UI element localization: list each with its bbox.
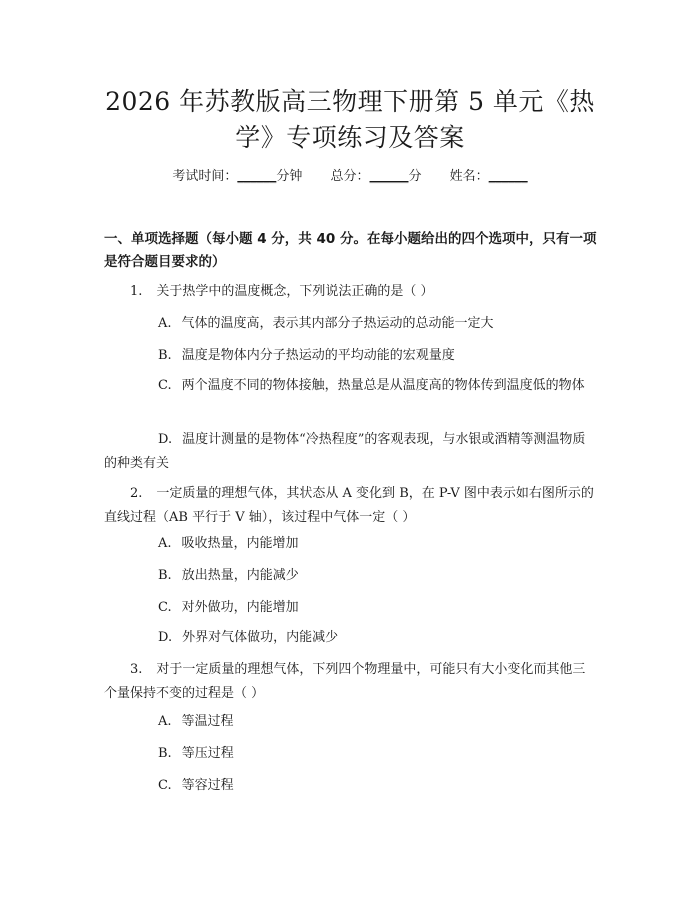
question-1-option-b bbox=[104, 344, 596, 368]
question-text: 关于热学中的温度概念，下列说法正确的是（ ） bbox=[156, 284, 434, 299]
option-text: 等容过程 bbox=[181, 778, 234, 793]
option-letter: C. bbox=[158, 778, 172, 793]
student-name-label: 姓名： bbox=[449, 169, 489, 184]
document-title-line-2: 学》专项练习及答案 bbox=[235, 123, 465, 152]
option-letter: B. bbox=[158, 746, 172, 761]
total-score-label: 总分： bbox=[330, 169, 370, 184]
option-text: 温度是物体内分子热运动的平均动能的宏观量度 bbox=[181, 348, 455, 363]
question-1-option-c bbox=[104, 374, 596, 398]
student-name-blank: ______ bbox=[488, 169, 528, 184]
question-3-stem bbox=[104, 658, 596, 706]
question-2-option-d bbox=[104, 626, 596, 650]
question-2-option-a bbox=[104, 532, 596, 556]
option-text: 外界对气体做功，内能减少 bbox=[182, 630, 339, 645]
option-letter: D. bbox=[158, 432, 173, 447]
question-2-stem bbox=[104, 482, 596, 530]
option-text: 等压过程 bbox=[181, 746, 234, 761]
question-text: 一定质量的理想气体，其状态从 A 变化到 B，在 P-V 图中表示如右图所示的直线过程（AB 平行于 V 轴），该过程中气体一定（ ） bbox=[104, 486, 594, 525]
option-text: 两个温度不同的物体接触，热量总是从温度高的物体传到温度低的物体 bbox=[181, 378, 585, 393]
option-text: 温度计测量的是物体“冷热程度”的客观表现，与水银或酒精等测温物质的种类有关 bbox=[104, 432, 586, 471]
total-score-field bbox=[330, 169, 421, 184]
question-number: 2. bbox=[130, 486, 143, 501]
question-2-option-c bbox=[104, 596, 596, 620]
question-text: 对于一定质量的理想气体，下列四个物理量中，可能只有大小变化而其他三个量保持不变的过程是（ ） bbox=[104, 662, 586, 701]
question-1-stem bbox=[104, 280, 596, 304]
option-text: 吸收热量，内能增加 bbox=[181, 536, 299, 551]
section-heading-single-choice: 一、单项选择题（每小题 4 分，共 40 分。在每小题给出的四个选项中，只有一项是符合题目要求的） bbox=[104, 231, 597, 270]
question-number: 1. bbox=[130, 284, 143, 299]
option-letter: A. bbox=[158, 316, 172, 331]
exam-time-field bbox=[172, 169, 302, 184]
student-name-field bbox=[450, 169, 528, 184]
exam-time-blank: ______ bbox=[237, 169, 277, 184]
question-3-option-b bbox=[104, 742, 596, 766]
total-score-unit: 分 bbox=[408, 169, 422, 184]
question-number: 3. bbox=[130, 662, 143, 677]
option-letter: C. bbox=[158, 378, 172, 393]
question-3-option-c bbox=[104, 774, 596, 798]
option-text: 放出热量，内能减少 bbox=[181, 568, 299, 583]
exam-info-bar bbox=[0, 168, 700, 186]
question-1-option-d bbox=[104, 428, 596, 476]
option-letter: A. bbox=[158, 536, 172, 551]
option-text: 等温过程 bbox=[181, 714, 234, 729]
option-letter: A. bbox=[158, 714, 172, 729]
question-2-option-b bbox=[104, 564, 596, 588]
exam-time-label: 考试时间： bbox=[172, 169, 238, 184]
option-letter: B. bbox=[158, 568, 172, 583]
option-letter: D. bbox=[158, 630, 173, 645]
total-score-blank: ______ bbox=[369, 169, 409, 184]
option-text: 对外做功，内能增加 bbox=[181, 600, 299, 615]
option-text: 气体的温度高，表示其内部分子热运动的总动能一定大 bbox=[181, 316, 494, 331]
document-title-line-1: 2026 年苏教版高三物理下册第 5 单元《热 bbox=[105, 87, 595, 116]
exam-time-unit: 分钟 bbox=[276, 169, 303, 184]
question-1-option-a bbox=[104, 312, 596, 336]
option-letter: C. bbox=[158, 600, 172, 615]
option-letter: B. bbox=[158, 348, 172, 363]
question-3-option-a bbox=[104, 710, 596, 734]
